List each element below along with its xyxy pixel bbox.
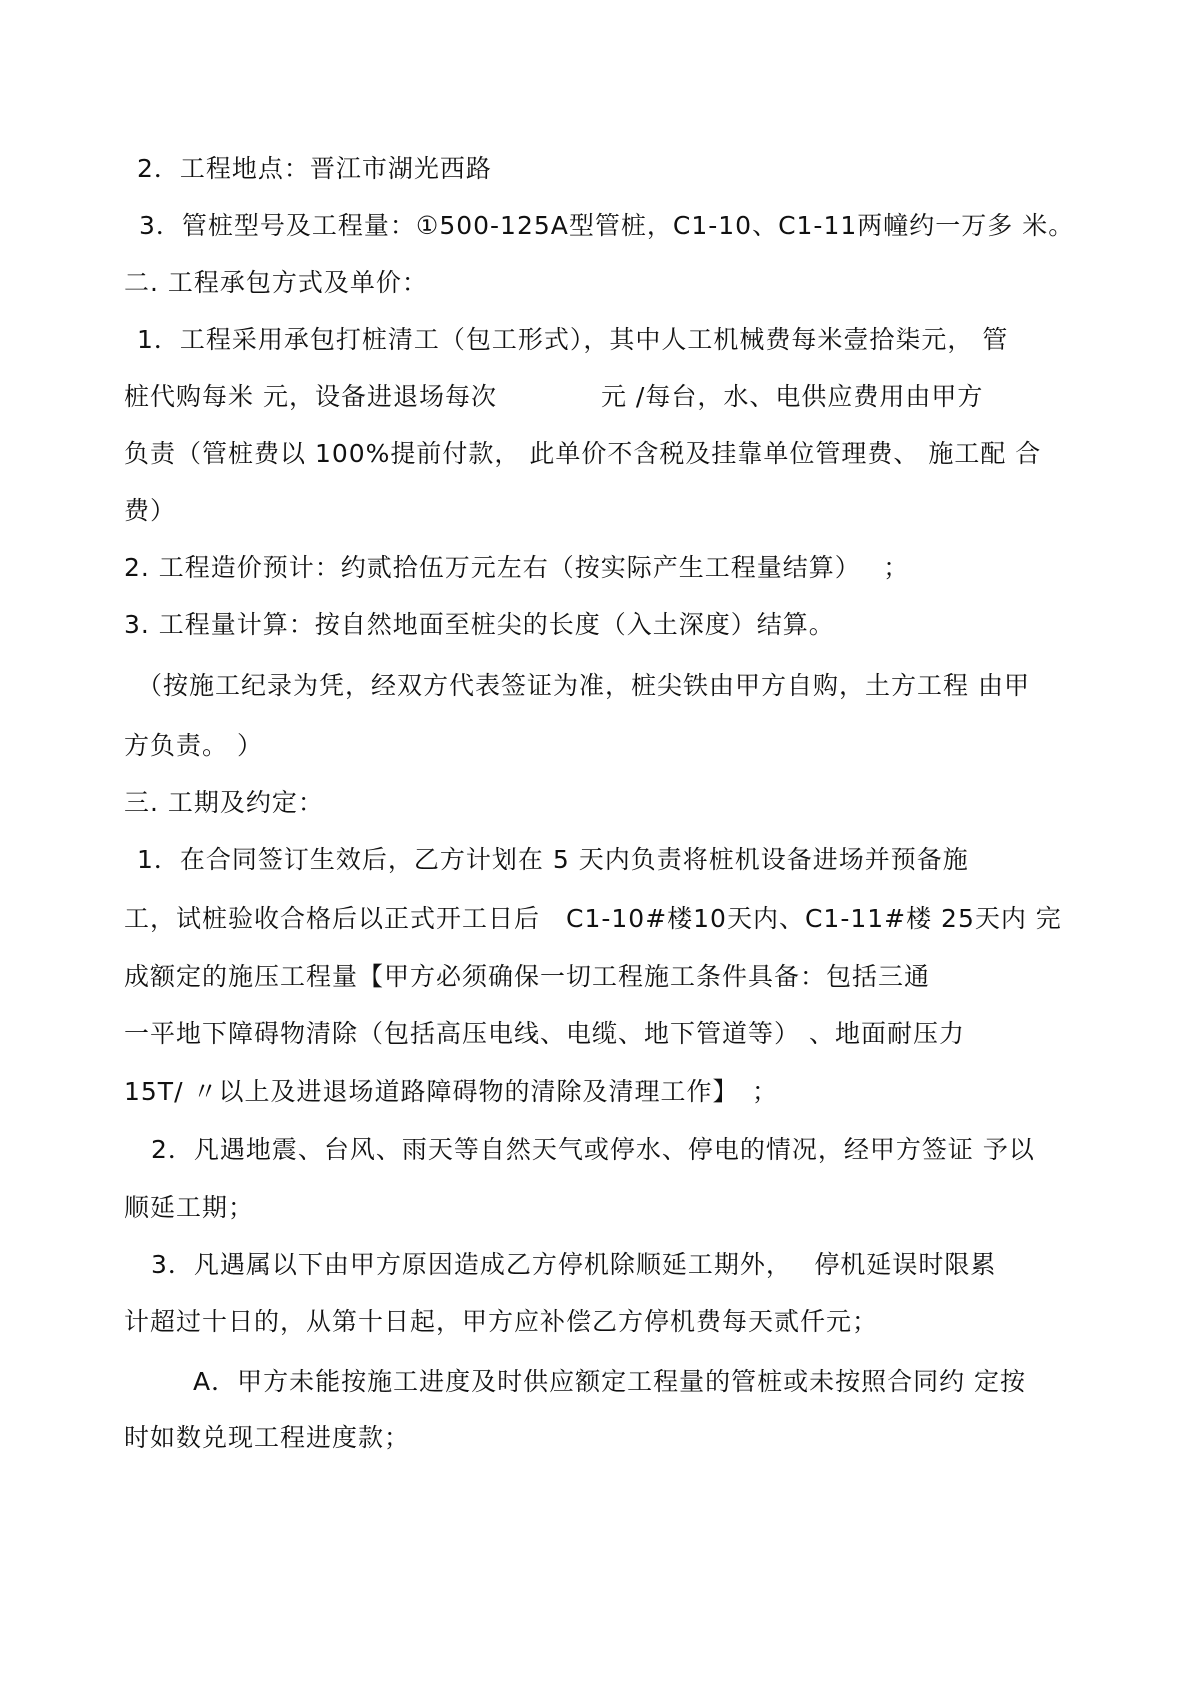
section-heading: 三. 工期及约定： [124, 788, 324, 817]
text-line: 成额定的施压工程量【甲方必须确保一切工程施工条件具备：包括三通 [124, 962, 931, 991]
text-line: 1．在合同签订生效后，乙方计划在 5 天内负责将桩机设备进场并预备施 [137, 845, 969, 874]
text-line: 2. 工程造价预计：约贰拾伍万元左右（按实际产生工程量结算） ； [124, 553, 910, 582]
text-line: A．甲方未能按施工进度及时供应额定工程量的管桩或未按照合同约 定按 [193, 1367, 1027, 1396]
text-line: 时如数兑现工程进度款； [124, 1423, 411, 1452]
text-line: （按施工纪录为凭，经双方代表签证为准，桩尖铁由甲方自购，土方工程 由甲 [137, 671, 1030, 700]
text-line: 一平地下障碍物清除（包括高压电线、电缆、地下管道等） 、地面耐压力 [124, 1019, 965, 1048]
text-line: 计超过十日的，从第十日起，甲方应补偿乙方停机费每天贰仟元； [124, 1307, 879, 1336]
text-line: 3．凡遇属以下由甲方原因造成乙方停机除顺延工期外， 停机延误时限累 [151, 1250, 997, 1279]
text-line: 桩代购每米 元，设备进退场每次 元 /每台，水、电供应费用由甲方 [124, 382, 984, 411]
text-line: 1．工程采用承包打桩清工（包工形式），其中人工机械费每米壹拾柒元， 管 [137, 325, 1009, 354]
text-line: 3. 工程量计算：按自然地面至桩尖的长度（入土深度）结算。 [124, 610, 835, 639]
text-line: 工，试桩验收合格后以正式开工日后 C1-10#楼10天内、C1-11#楼 25天内 完 [124, 904, 1062, 933]
text-line: 顺延工期； [124, 1193, 255, 1222]
text-line: 2．工程地点：晋江市湖光西路 [137, 154, 492, 183]
text-line: 15T/ 〃以上及进退场道路障碍物的清除及清理工作】 ； [124, 1077, 778, 1106]
text-line: 费） [124, 496, 177, 525]
text-line: 2．凡遇地震、台风、雨天等自然天气或停水、停电的情况，经甲方签证 予以 [151, 1135, 1035, 1164]
text-line: 方负责。 ） [124, 731, 263, 760]
text-line: 3．管桩型号及工程量：①500-125A型管桩，C1-10、C1-11两幢约一万多 米。 [139, 211, 1075, 240]
section-heading: 二. 工程承包方式及单价： [124, 268, 428, 297]
text-line: 负责（管桩费以 100%提前付款， 此单价不含税及挂靠单位管理费、 施工配 合 [124, 439, 1042, 468]
